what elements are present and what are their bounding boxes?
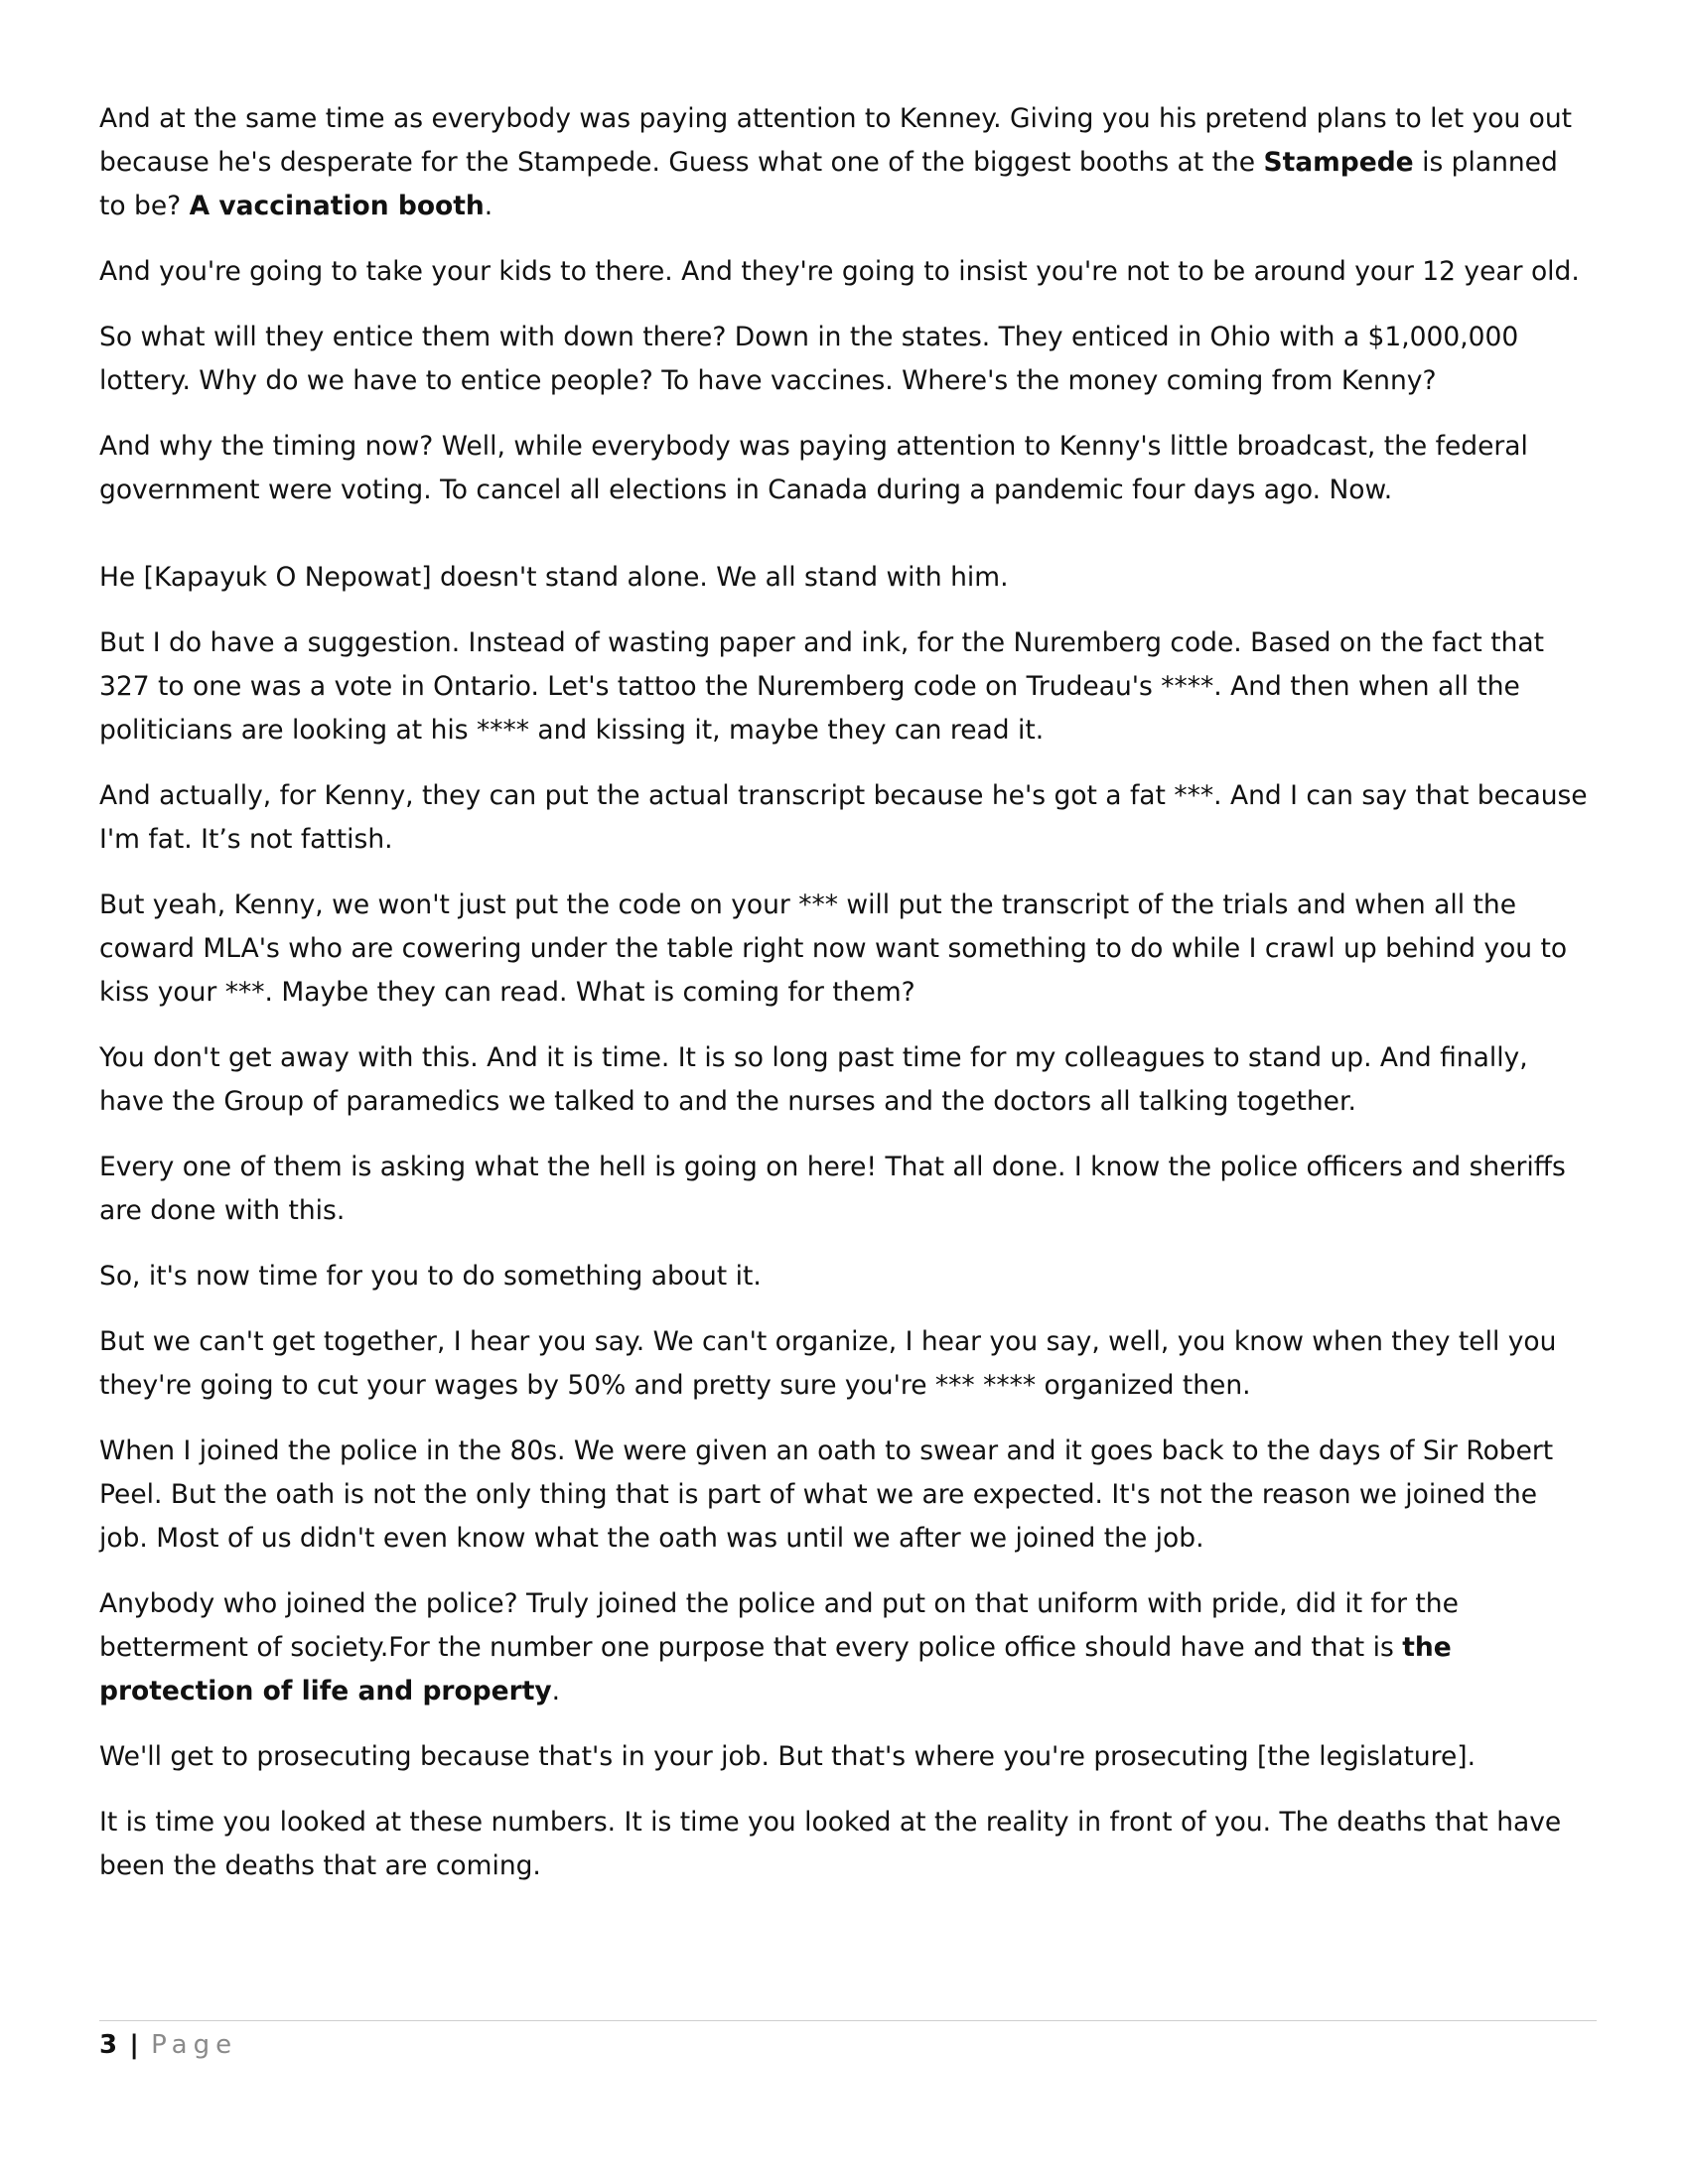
text-run: Anybody who joined the police? Truly joined the police and put on that uniform with pride, did it for the betterment of society.For the number one purpose that every police office should have and that is xyxy=(99,1588,1459,1663)
text-run: So, it's now time for you to do something about it. xyxy=(99,1261,762,1292)
text-run: And actually, for Kenny, they can put the actual transcript because he's got a fat ***. And I can say that because I'm fat. It’s not fattish. xyxy=(99,780,1588,855)
paragraph xyxy=(99,884,1589,1015)
text-run: You don't get away with this. And it is time. It is so long past time for my colleagues to stand up. And finally, have the Group of paramedics we talked to and the nurses and the doctors all talking together. xyxy=(99,1042,1528,1117)
text-run: But yeah, Kenny, we won't just put the code on your *** will put the transcript of the trials and when all the coward MLA's who are cowering under the table right now want something to do while I crawl up behind you to kiss your ***. Maybe they can read. What is coming for them? xyxy=(99,889,1568,1008)
text-run: But I do have a suggestion. Instead of wasting paper and ink, for the Nuremberg code. Based on the fact that 327 to one was a vote in Ontario. Let's tattoo the Nuremberg code on Trudeau's ****. And then when all the politicians are looking at his **** and kissing it, maybe they can read it. xyxy=(99,627,1545,746)
paragraph xyxy=(99,621,1589,752)
document-body xyxy=(99,97,1589,1910)
bold-text: Stampede xyxy=(1263,147,1414,178)
paragraph xyxy=(99,1735,1589,1779)
bold-text: the protection of life and property xyxy=(99,1632,1452,1706)
paragraph xyxy=(99,556,1589,600)
text-run: We'll get to prosecuting because that's in your job. But that's where you're prosecuting [the legislature]. xyxy=(99,1741,1477,1772)
text-run: And you're going to take your kids to there. And they're going to insist you're not to be around your 12 year old. xyxy=(99,256,1580,287)
paragraph xyxy=(99,1255,1589,1298)
paragraph xyxy=(99,1430,1589,1561)
paragraph xyxy=(99,1801,1589,1888)
paragraph xyxy=(99,1320,1589,1408)
paragraph xyxy=(99,1146,1589,1233)
text-run: It is time you looked at these numbers. It is time you looked at the reality in front of you. The deaths that have been the deaths that are coming. xyxy=(99,1807,1562,1881)
paragraph xyxy=(99,97,1589,228)
footer-divider xyxy=(99,2020,1597,2021)
footer-separator: | xyxy=(129,2030,139,2060)
text-run: . xyxy=(484,191,493,221)
paragraph xyxy=(99,774,1589,862)
text-run: He [Kapayuk O Nepowat] doesn't stand alone. We all stand with him. xyxy=(99,562,1009,593)
text-run: So what will they entice them with down there? Down in the states. They enticed in Ohio with a $1,000,000 lottery. Why do we have to entice people? To have vaccines. Where's the money coming from Kenny? xyxy=(99,322,1519,396)
page-number: 3 xyxy=(99,2030,118,2060)
text-run: Every one of them is asking what the hell is going on here! That all done. I know the police officers and sheriffs are done with this. xyxy=(99,1152,1566,1226)
text-run: And why the timing now? Well, while everybody was paying attention to Kenny's little broadcast, the federal government were voting. To cancel all elections in Canada during a pandemic four days ago. Now. xyxy=(99,431,1528,505)
text-run: When I joined the police in the 80s. We were given an oath to swear and it goes back to the days of Sir Robert Peel. But the oath is not the only thing that is part of what we are expected. It's not the reason we joined the job. Most of us didn't even know what the oath was until we after we joined the job. xyxy=(99,1435,1554,1554)
text-run: But we can't get together, I hear you say. We can't organize, I hear you say, well, you know when they tell you they're going to cut your wages by 50% and pretty sure you're *** **** organized then. xyxy=(99,1326,1557,1401)
paragraph xyxy=(99,316,1589,403)
page-label: Page xyxy=(151,2030,238,2060)
paragraph xyxy=(99,250,1589,294)
paragraph xyxy=(99,425,1589,512)
bold-text: A vaccination booth xyxy=(189,191,485,221)
text-run: is planned to be? xyxy=(99,147,1558,221)
paragraph xyxy=(99,1036,1589,1124)
text-run: . xyxy=(551,1676,561,1706)
page-footer xyxy=(99,2025,237,2065)
text-run: And at the same time as everybody was paying attention to Kenney. Giving you his pretend plans to let you out because he's desperate for the Stampede. Guess what one of the biggest booths at the xyxy=(99,103,1573,178)
paragraph xyxy=(99,1582,1589,1713)
